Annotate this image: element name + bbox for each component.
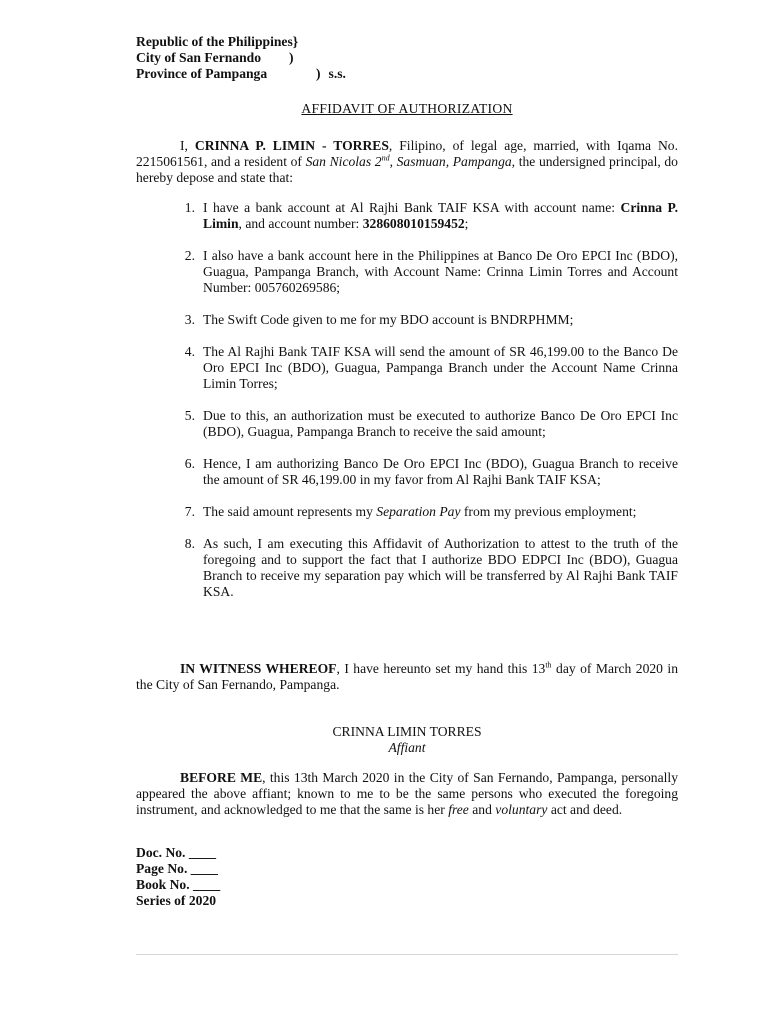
item-number: 4. [184, 344, 195, 359]
item-text: The Swift Code given to me for my BDO account is BNDRPHMM; [203, 312, 574, 327]
intro-text: the undersigned principal, do hereby depose and state that: [136, 154, 678, 185]
notarial-register [136, 845, 220, 909]
page-no: Page No. ____ [136, 861, 218, 876]
list-item [136, 344, 678, 392]
affiant-name: CRINNA LIMIN TORRES [332, 724, 482, 739]
item-number: 6. [184, 456, 195, 471]
item-text: The Al Rajhi Bank TAIF KSA will send the amount of SR 46,199.00 to the Banco De Oro EPCI Inc (BDO), Guagua, Pampanga Branch under the Account Name Crinna Limin Torres; [203, 344, 678, 391]
witness-lead: IN WITNESS WHEREOF [180, 661, 337, 676]
book-no: Book No. ____ [136, 877, 221, 892]
item-number: 1. [184, 200, 195, 215]
venue-province-bracket: ) [316, 66, 321, 81]
list-item [136, 200, 678, 232]
item-text: I have a bank account at Al Rajhi Bank TAIF KSA with account name: Crinna P. Limin, and account number: 328608010159452; [203, 200, 679, 231]
item-number: 5. [184, 408, 195, 423]
residence: San Nicolas 2nd, Sasmuan, Pampanga, [305, 153, 516, 169]
notary-paragraph [136, 770, 678, 818]
document-title: AFFIDAVIT OF AUTHORIZATION [301, 101, 513, 116]
notary-lead: BEFORE ME [180, 770, 263, 785]
series: Series of 2020 [136, 893, 217, 908]
item-text: Due to this, an authorization must be executed to authorize Banco De Oro EPCI Inc (BDO), Guagua, Pampanga Branch to receive the said amount; [203, 408, 678, 439]
notary-free: free [448, 802, 469, 817]
intro-paragraph [136, 138, 678, 186]
item-number: 8. [184, 536, 195, 551]
witness-paragraph [136, 661, 678, 693]
witness-text: day of March 2020 in the City of San Fernando, Pampanga. [136, 661, 678, 692]
witness-text: , I have hereunto set my hand this 13 [336, 661, 546, 676]
witness-sup: th [545, 660, 552, 670]
notary-text: and [472, 802, 492, 817]
page-divider [136, 954, 678, 955]
item-number: 3. [184, 312, 195, 327]
item-number: 2. [184, 248, 195, 263]
affiant-label: Affiant [388, 740, 426, 755]
list-item [136, 456, 678, 488]
list-item [136, 408, 678, 440]
venue-city: City of San Fernando [136, 50, 261, 65]
notary-voluntary: voluntary [495, 802, 548, 817]
intro-text: , Filipino, of legal age, married, with Iqama No. 2215061561, and a resident of [136, 138, 679, 169]
list-item [136, 536, 678, 600]
item-text: Hence, I am authorizing Banco De Oro EPCI Inc (BDO), Guagua Branch to receive the amount of SR 46,199.00 in my favor from Al Rajhi Bank TAIF KSA; [203, 456, 678, 487]
venue-block [136, 34, 346, 82]
notary-text: act and deed. [550, 802, 623, 817]
item-text: The said amount represents my Separation Pay from my previous employment; [203, 504, 637, 519]
doc-no: Doc. No. ____ [136, 845, 217, 860]
item-text: As such, I am executing this Affidavit of Authorization to attest to the truth of the foregoing and to support the fact that I authorize BDO EDPCI Inc (BDO), Guagua Branch to receive my separation pay which will be transferred by Al Rajhi Bank TAIF KSA. [203, 536, 678, 599]
venue-province: Province of Pampanga [136, 66, 268, 81]
venue-ss: s.s. [328, 66, 346, 81]
statements-list [136, 200, 678, 616]
notary-text: , this 13th March 2020 in the City of San Fernando, Pampanga, personally appeared the above affiant; known to me to be the same persons who executed the foregoing instrument, and acknowledged to me that the same is her [136, 770, 678, 817]
venue-republic: Republic of the Philippines} [136, 34, 299, 49]
intro-text: I, [180, 138, 188, 153]
item-number: 7. [184, 504, 195, 519]
list-item [136, 248, 678, 296]
venue-city-bracket: ) [289, 50, 294, 65]
principal-name: CRINNA P. LIMIN - TORRES [194, 138, 389, 153]
list-item [136, 312, 678, 328]
item-text: I also have a bank account here in the Philippines at Banco De Oro EPCI Inc (BDO), Guagua, Pampanga Branch, with Account Name: Crinna Limin Torres and Account Number: 005760269586; [203, 248, 678, 295]
list-item [136, 504, 678, 520]
